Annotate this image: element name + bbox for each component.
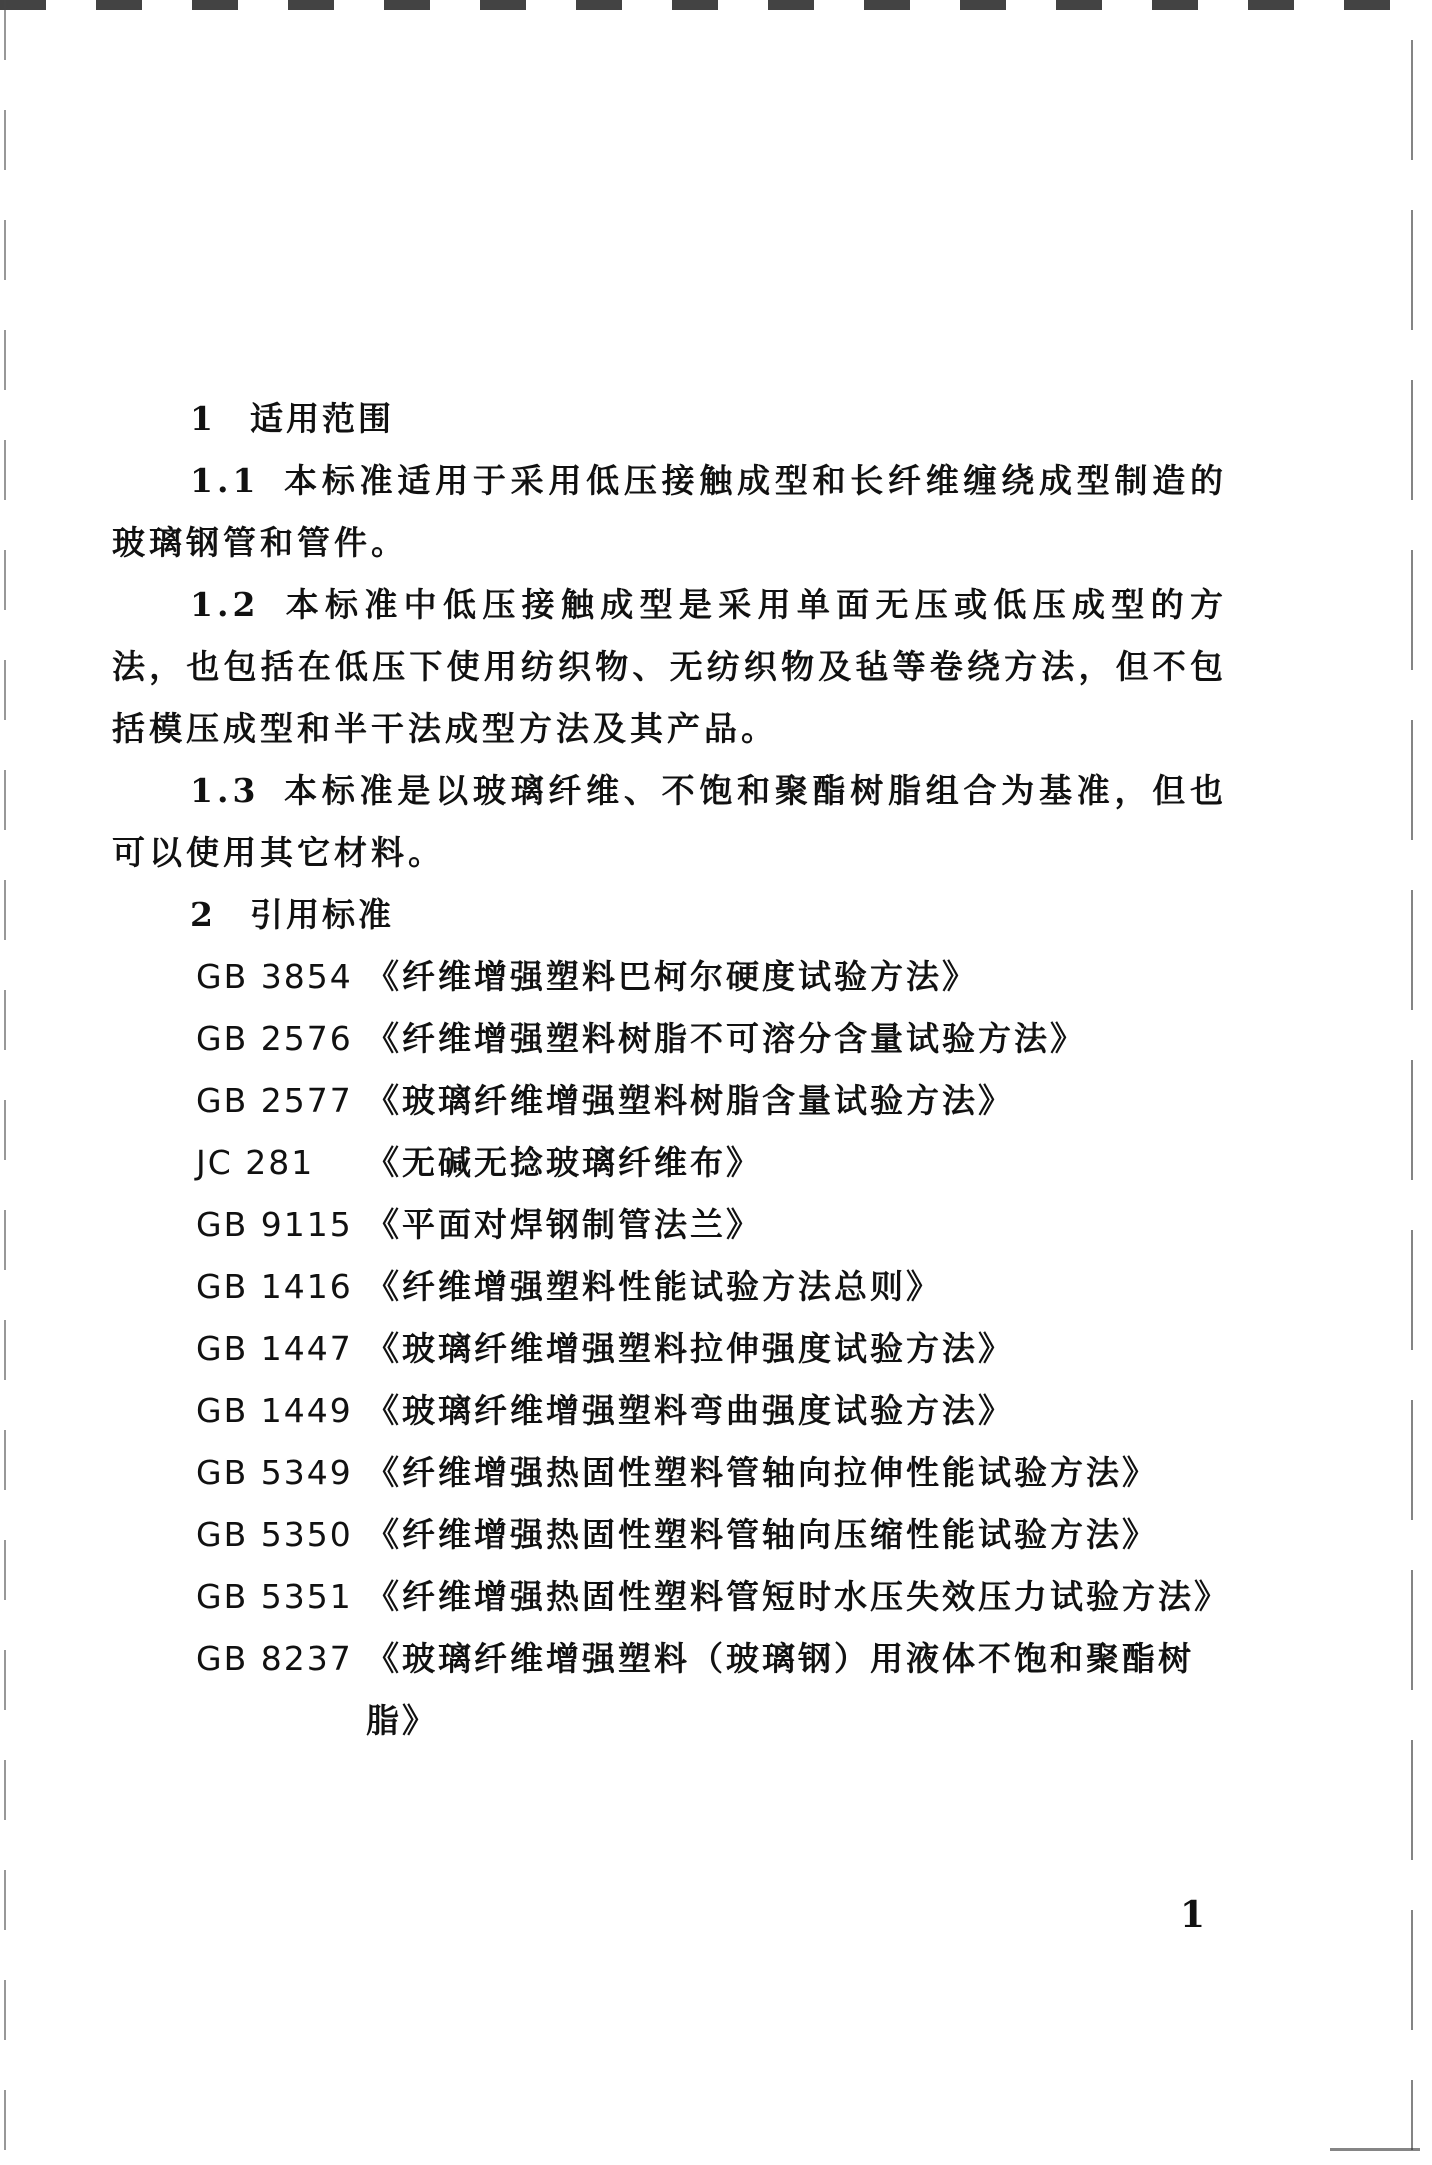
clause-text: 本标准是以玻璃纤维、不饱和聚酯树脂组合为基准，但也可以使用其它材料。 — [112, 771, 1227, 872]
section-2-title: 引用标准 — [250, 895, 394, 934]
reference-code: JC 281 — [196, 1143, 315, 1182]
clause-number: 1.1 — [190, 461, 260, 500]
reference-title: 《纤维增强热固性塑料管轴向拉伸性能试验方法》 — [366, 1453, 1158, 1492]
reference-list — [112, 946, 1230, 1752]
reference-title: 《玻璃纤维增强塑料拉伸强度试验方法》 — [366, 1329, 1014, 1368]
clause-1-1 — [112, 450, 1227, 574]
reference-item — [196, 1132, 1227, 1194]
scan-border-left — [4, 0, 6, 2165]
reference-code: GB 5349 — [196, 1453, 353, 1492]
reference-item — [196, 1256, 1227, 1318]
clause-number: 1.3 — [190, 771, 260, 810]
scan-border-right — [1411, 40, 1413, 2150]
reference-title: 《纤维增强热固性塑料管短时水压失效压力试验方法》 — [366, 1577, 1230, 1616]
reference-code: GB 1449 — [196, 1391, 353, 1430]
section-1-title: 适用范围 — [250, 399, 394, 438]
reference-title: 《玻璃纤维增强塑料弯曲强度试验方法》 — [366, 1391, 1014, 1430]
clause-1-3 — [112, 760, 1227, 884]
section-2-heading — [112, 884, 1227, 946]
clause-number: 1.2 — [190, 585, 260, 624]
reference-item — [196, 1504, 1227, 1566]
reference-item — [196, 946, 1227, 1008]
clause-text: 本标准适用于采用低压接触成型和长纤维缠绕成型制造的玻璃钢管和管件。 — [112, 461, 1227, 562]
clause-1-2 — [112, 574, 1227, 760]
section-1-heading — [112, 388, 1227, 450]
reference-item — [196, 1566, 1230, 1628]
clause-text: 本标准中低压接触成型是采用单面无压或低压成型的方法，也包括在低压下使用纺织物、无纺织物及毡等卷绕方法，但不包括模压成型和半干法成型方法及其产品。 — [112, 585, 1227, 748]
page-number: 1 — [1180, 1894, 1206, 1936]
reference-item — [196, 1194, 1227, 1256]
document-body — [112, 388, 1230, 1752]
reference-title: 《玻璃纤维增强塑料树脂含量试验方法》 — [366, 1081, 1014, 1120]
reference-item — [196, 1442, 1227, 1504]
reference-title: 《纤维增强热固性塑料管轴向压缩性能试验方法》 — [366, 1515, 1158, 1554]
reference-title: 《纤维增强塑料巴柯尔硬度试验方法》 — [366, 957, 978, 996]
reference-code: GB 9115 — [196, 1205, 353, 1244]
reference-item — [196, 1318, 1227, 1380]
reference-code: GB 2577 — [196, 1081, 353, 1120]
reference-code: GB 8237 — [196, 1639, 353, 1678]
reference-code: GB 5350 — [196, 1515, 353, 1554]
scan-border-top — [0, 0, 1432, 10]
reference-item — [196, 1380, 1227, 1442]
reference-code: GB 1416 — [196, 1267, 353, 1306]
reference-code: GB 1447 — [196, 1329, 353, 1368]
reference-item — [196, 1628, 1227, 1752]
reference-title: 《平面对焊钢制管法兰》 — [366, 1205, 762, 1244]
scan-border-bottom — [1330, 2148, 1420, 2151]
reference-title: 《无碱无捻玻璃纤维布》 — [366, 1143, 762, 1182]
reference-title: 《纤维增强塑料树脂不可溶分含量试验方法》 — [366, 1019, 1086, 1058]
reference-title: 《玻璃纤维增强塑料（玻璃钢）用液体不饱和聚酯树脂》 — [366, 1639, 1194, 1740]
section-2-number: 2 — [190, 895, 216, 934]
reference-code: GB 2576 — [196, 1019, 353, 1058]
section-1-number: 1 — [190, 399, 216, 438]
reference-title: 《纤维增强塑料性能试验方法总则》 — [366, 1267, 942, 1306]
reference-item — [196, 1070, 1227, 1132]
reference-item — [196, 1008, 1227, 1070]
reference-code: GB 3854 — [196, 957, 353, 996]
reference-code: GB 5351 — [196, 1577, 353, 1616]
